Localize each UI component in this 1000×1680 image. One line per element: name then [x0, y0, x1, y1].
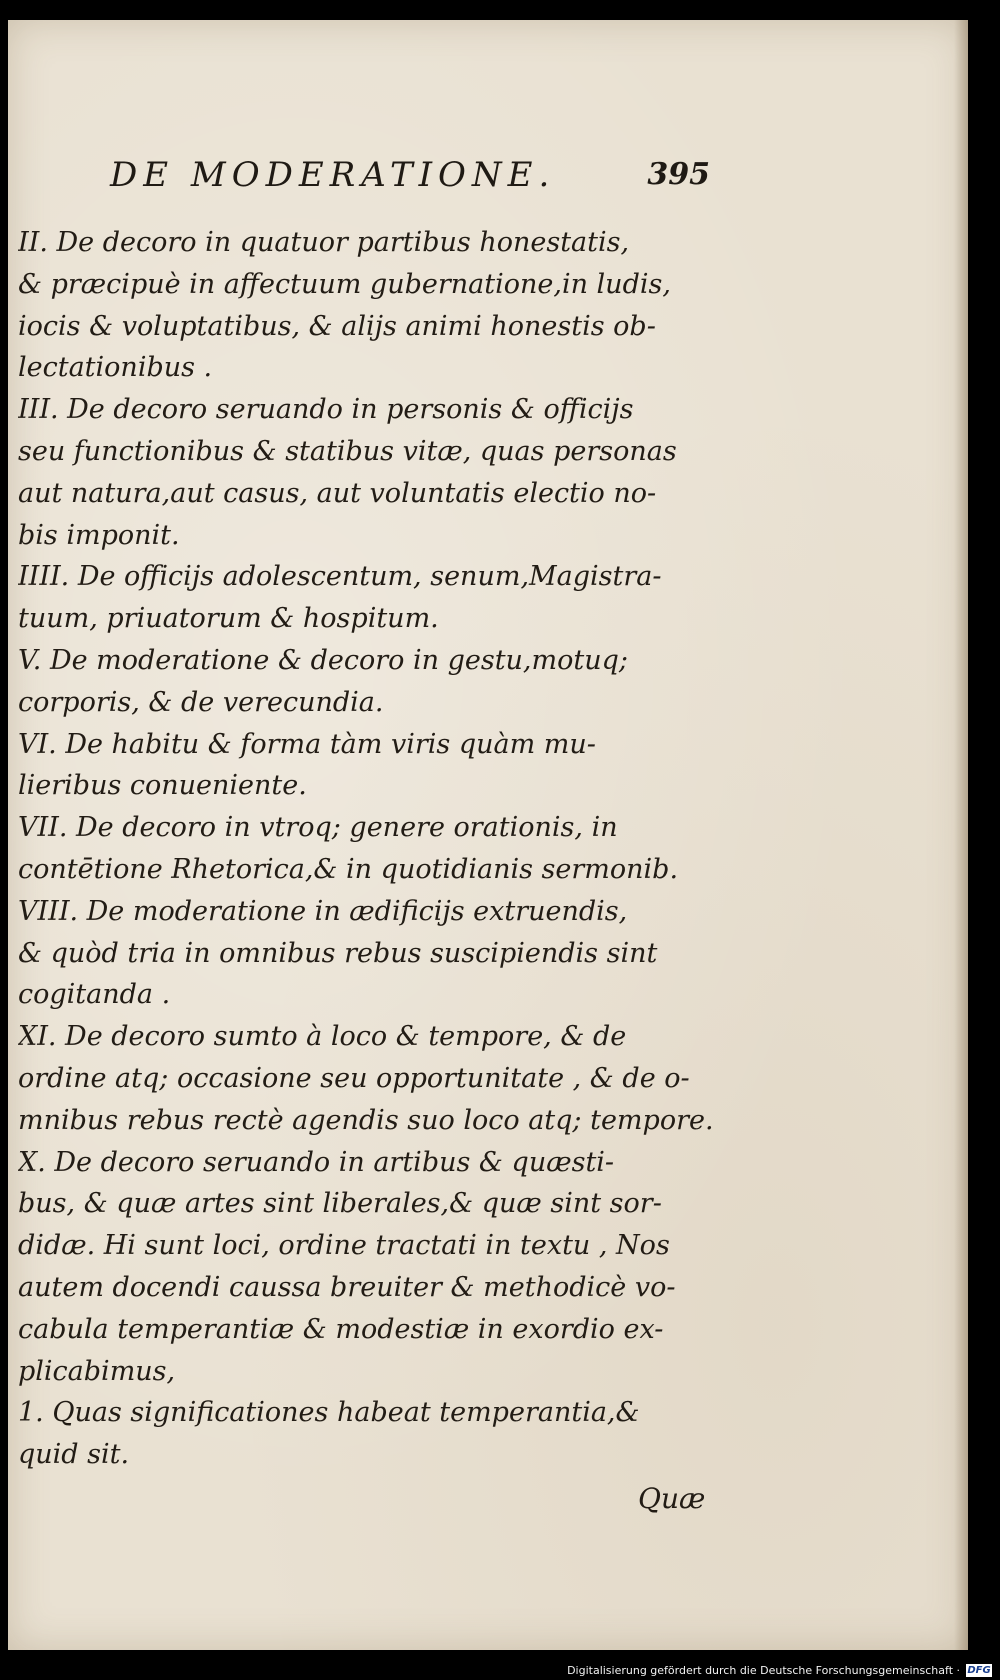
text-line: bis imponit.: [18, 519, 180, 551]
text-line: cabula temperantiæ & modestiæ in exordio ex-: [18, 1313, 664, 1345]
text-line: VI. De habitu & forma tàm viris quàm mu-: [18, 728, 596, 760]
dfg-logo: DFG: [967, 1665, 991, 1676]
text-line: & præcipuè in affectuum gubernatione,in ludis,: [18, 268, 671, 300]
text-line: V. De moderatione & decoro in gestu,motuq;: [18, 644, 628, 676]
text-line: seu functionibus & statibus vitæ, quas personas: [18, 435, 677, 467]
text-line: IIII. De officijs adolescentum, senum,Magistra-: [18, 561, 662, 593]
text-line: & quòd tria in omnibus rebus suscipiendis sint: [18, 937, 658, 969]
text-line: corporis, & de verecundia.: [18, 686, 384, 718]
text-line: bus, & quæ artes sint liberales,& quæ sint sor-: [18, 1188, 662, 1220]
page-edge-shadow: [954, 20, 968, 1650]
text-line: ordine atq; occasione seu opportunitate , & de o-: [18, 1062, 690, 1094]
text-line: X. De decoro seruando in artibus & quæsti-: [18, 1146, 615, 1178]
text-line: II. De decoro in quatuor partibus honestatis,: [18, 227, 630, 258]
catchword: Quæ: [638, 1482, 706, 1515]
digitization-credit: Digitalisierung gefördert durch die Deutsche Forschungsgemeinschaft ·: [567, 1664, 960, 1677]
text-line: quid sit.: [18, 1439, 130, 1471]
text-line: III. De decoro seruando in personis & officijs: [18, 394, 634, 426]
text-line: tuum, priuatorum & hospitum.: [18, 603, 439, 635]
text-line: VIII. De moderatione in ædificijs extruendis,: [18, 895, 628, 927]
page-number: 395: [647, 157, 710, 192]
text-line: VII. De decoro in vtroq; genere orationis, in: [18, 812, 618, 844]
body-text: [18, 222, 718, 1476]
text-line: autem docendi caussa breuiter & methodicè vo-: [18, 1271, 676, 1303]
running-head: [100, 155, 710, 205]
text-line: contētione Rhetorica,& in quotidianis sermonib.: [18, 853, 679, 885]
text-line: iocis & voluptatibus, & alijs animi honestis ob-: [18, 310, 656, 342]
text-line: cogitanda .: [18, 979, 171, 1011]
text-line: aut natura,aut casus, aut voluntatis electio no-: [18, 477, 657, 509]
text-line: didæ. Hi sunt loci, ordine tractati in textu , Nos: [18, 1230, 670, 1262]
text-line: plicabimus,: [18, 1355, 176, 1387]
text-line: lieribus conueniente.: [18, 770, 307, 802]
text-line: mnibus rebus rectè agendis suo loco atq; tempore.: [18, 1104, 714, 1136]
text-line: 1. Quas significationes habeat temperantia,&: [18, 1397, 640, 1429]
text-line: XI. De decoro sumto à loco & tempore, & de: [18, 1021, 627, 1053]
running-title: DE MODERATIONE.: [110, 155, 556, 195]
text-line: lectationibus .: [18, 352, 213, 384]
